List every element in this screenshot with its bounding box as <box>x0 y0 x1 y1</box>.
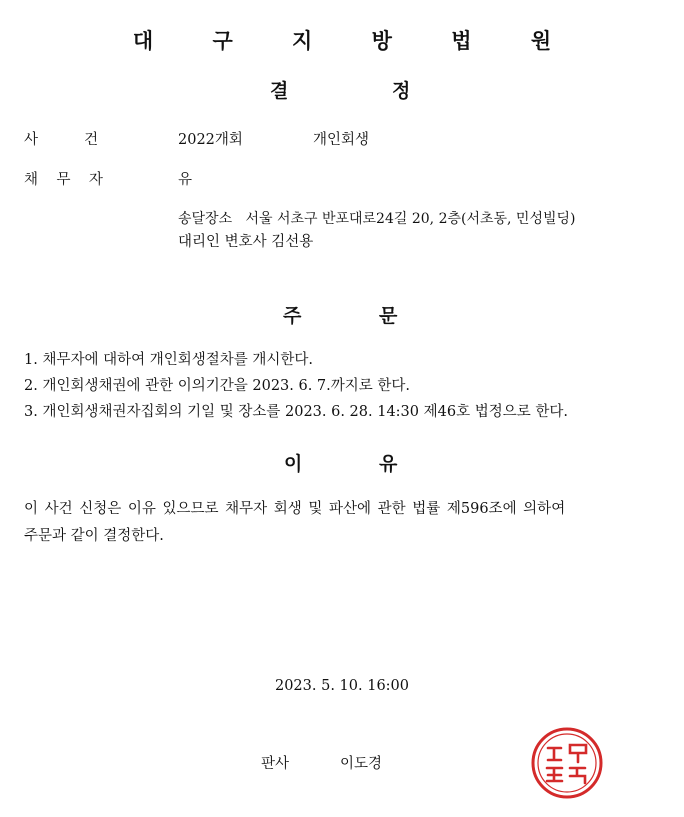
order-item: 2. 개인회생채권에 관한 이의기간을 2023. 6. 7.까지로 한다. <box>24 378 411 394</box>
case-number: 2022개회 <box>178 132 243 148</box>
doc-title-left: 결 <box>270 80 289 102</box>
judge-title: 판사 <box>261 756 290 772</box>
debtor-agent: 대리인 변호사 김선용 <box>178 234 314 250</box>
reason-line: 주문과 같이 결정한다. <box>24 528 164 544</box>
order-heading-right: 문 <box>379 305 398 327</box>
doc-title-right: 정 <box>392 80 411 102</box>
reason-line: 이 사건 신청은 이유 있으므로 채무자 회생 및 파산에 관한 법률 제596조에 의하여 <box>24 501 566 517</box>
court-seal-icon <box>530 726 604 800</box>
debtor-label: 채 무 자 <box>24 172 103 188</box>
debtor-name: 유 <box>178 172 193 188</box>
reason-heading-right: 유 <box>379 453 398 475</box>
debtor-address: 송달장소 서울 서초구 반포대로24길 20, 2층(서초동, 민성빌딩) <box>178 211 576 227</box>
decision-date: 2023. 5. 10. 16:00 <box>274 678 410 694</box>
case-label: 사 건 <box>24 132 99 148</box>
order-item: 1. 채무자에 대하여 개인회생절차를 개시한다. <box>24 352 314 368</box>
reason-heading-left: 이 <box>284 453 303 475</box>
judge-name: 이도경 <box>340 756 383 772</box>
order-item: 3. 개인회생채권자집회의 기일 및 장소를 2023. 6. 28. 14:30 제46호 법정으로 한다. <box>24 404 568 420</box>
case-type: 개인회생 <box>313 132 370 148</box>
court-name: 대 구 지 방 법 원 <box>132 29 578 53</box>
order-heading-left: 주 <box>283 305 302 327</box>
